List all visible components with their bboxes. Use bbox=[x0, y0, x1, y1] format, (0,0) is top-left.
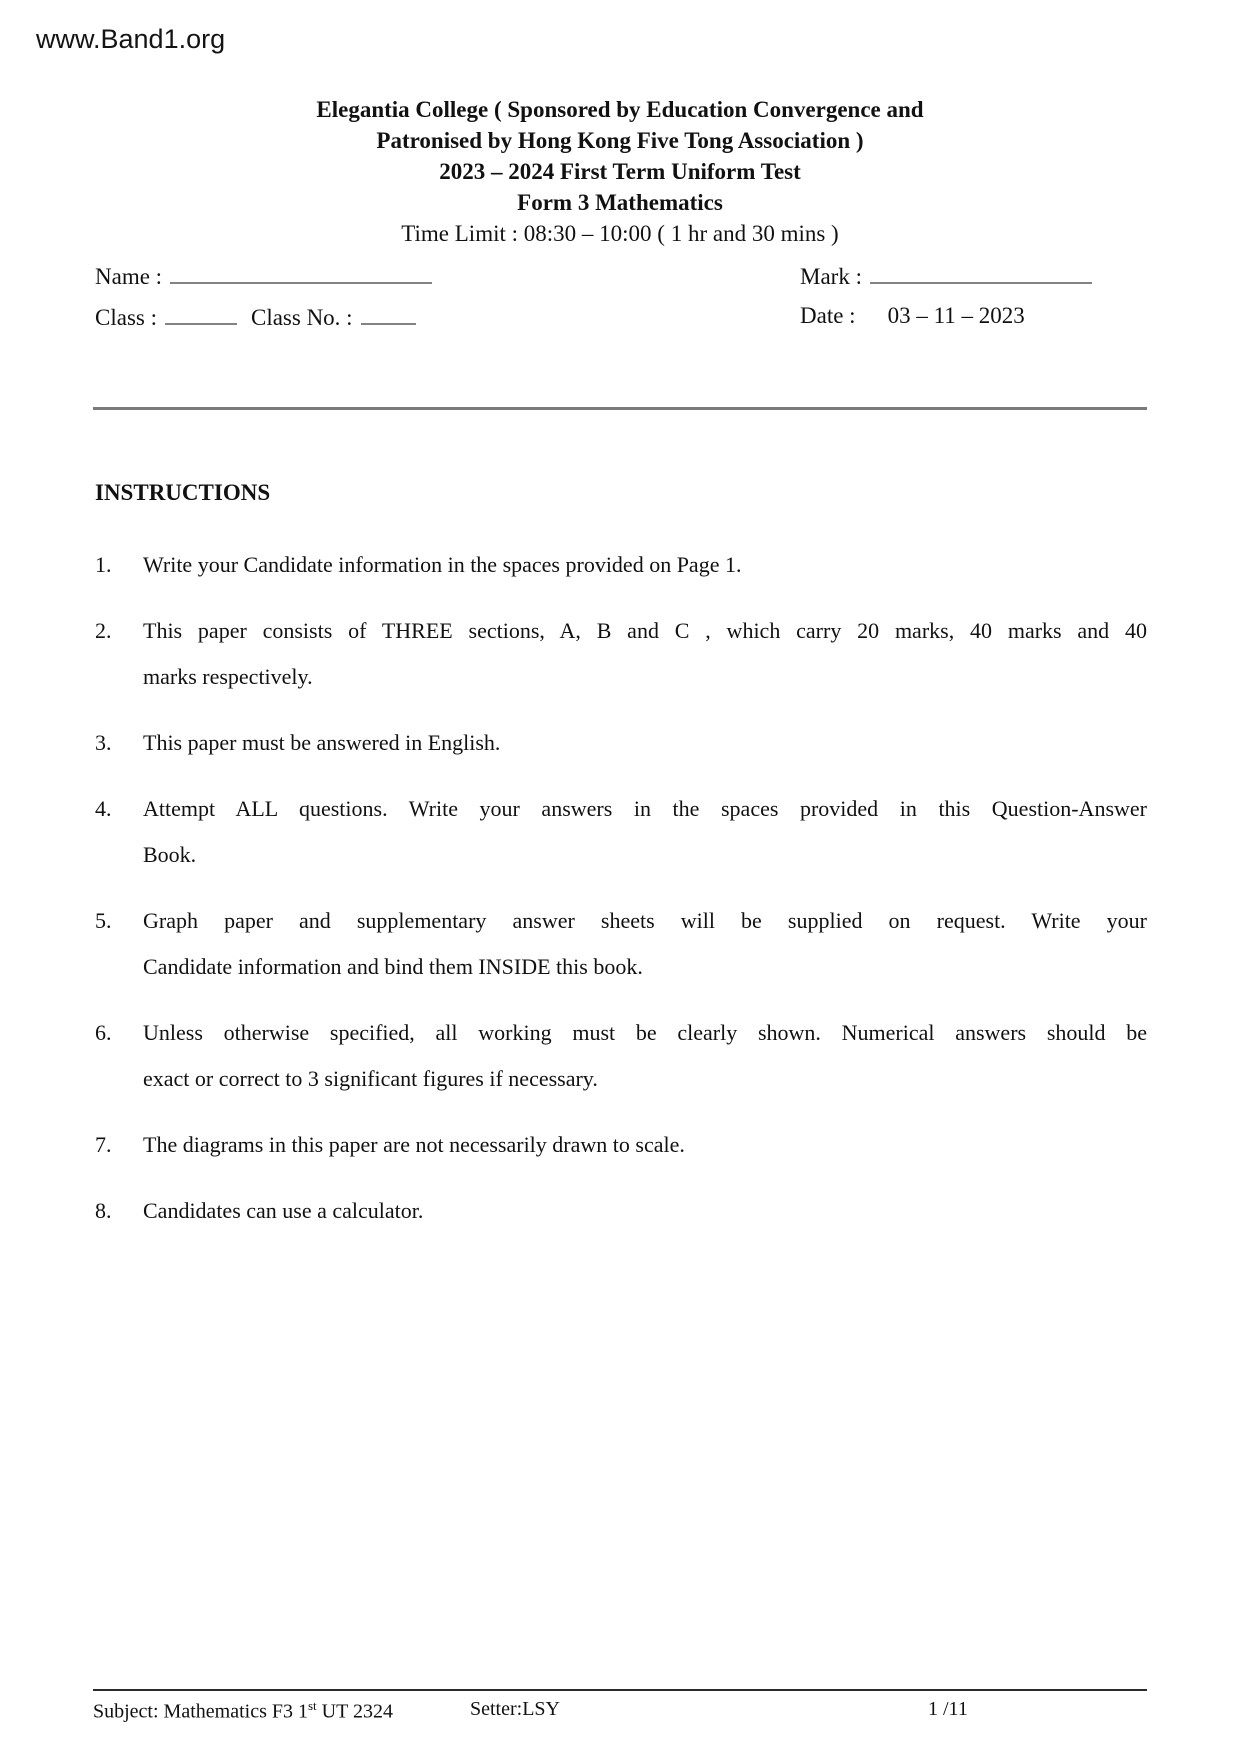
title-line-2: Patronised by Hong Kong Five Tong Association ) bbox=[376, 128, 864, 153]
instruction-line: Book. bbox=[143, 842, 197, 867]
header-separator-line bbox=[93, 407, 1147, 410]
date-value: 03 – 11 – 2023 bbox=[887, 303, 1025, 328]
instruction-number: 3. bbox=[95, 730, 112, 755]
instruction-number: 2. bbox=[95, 618, 112, 643]
instruction-item bbox=[95, 1188, 1147, 1234]
name-row bbox=[95, 262, 432, 290]
instruction-number: 1. bbox=[95, 552, 112, 577]
instruction-item bbox=[95, 542, 1147, 588]
footer-page-number: 1 /11 bbox=[928, 1698, 968, 1720]
title-line-3: 2023 – 2024 First Term Uniform Test bbox=[439, 159, 801, 184]
mark-row bbox=[800, 262, 1092, 290]
title-line-1: Elegantia College ( Sponsored by Education Convergence and bbox=[316, 97, 924, 122]
title-line-4: Form 3 Mathematics bbox=[517, 190, 723, 215]
instruction-line: Unless otherwise specified, all working must be clearly shown. Numerical answers should be bbox=[143, 1020, 1147, 1045]
instruction-item bbox=[95, 898, 1147, 990]
date-row bbox=[800, 303, 1025, 329]
instruction-line: This paper consists of THREE sections, A, B and C , which carry 20 marks, 40 marks and 40 bbox=[143, 618, 1147, 643]
instruction-line: The diagrams in this paper are not necessarily drawn to scale. bbox=[143, 1132, 685, 1157]
footer-setter: Setter:LSY bbox=[470, 1698, 560, 1720]
instruction-line: Write your Candidate information in the spaces provided on Page 1. bbox=[143, 552, 742, 577]
instructions-heading: INSTRUCTIONS bbox=[95, 480, 271, 505]
title-block bbox=[0, 94, 1240, 249]
mark-label: Mark : bbox=[800, 264, 862, 289]
instruction-line: Candidate information and bind them INSIDE this book. bbox=[143, 954, 643, 979]
instruction-item bbox=[95, 1122, 1147, 1168]
instruction-item bbox=[95, 720, 1147, 766]
instruction-number: 4. bbox=[95, 796, 112, 821]
instructions-section bbox=[95, 478, 1147, 1254]
instruction-line: marks respectively. bbox=[143, 664, 313, 689]
instruction-number: 8. bbox=[95, 1198, 112, 1223]
class-label: Class : bbox=[95, 305, 157, 330]
instruction-item bbox=[95, 608, 1147, 700]
class-no-field-blank bbox=[361, 303, 416, 325]
name-label: Name : bbox=[95, 264, 163, 289]
instruction-number: 7. bbox=[95, 1132, 112, 1157]
class-field-blank bbox=[165, 303, 237, 325]
name-field-blank bbox=[170, 262, 432, 284]
footer-subject bbox=[93, 1698, 393, 1724]
mark-field-blank bbox=[870, 262, 1092, 284]
instruction-item bbox=[95, 786, 1147, 878]
instruction-line: Candidates can use a calculator. bbox=[143, 1198, 424, 1223]
footer-subject-suffix: UT 2324 bbox=[316, 1700, 393, 1723]
instruction-line: exact or correct to 3 significant figures if necessary. bbox=[143, 1066, 598, 1091]
footer-subject-superscript: st bbox=[307, 1698, 317, 1713]
instruction-line: Graph paper and supplementary answer sheets will be supplied on request. Write your bbox=[143, 908, 1147, 933]
instruction-number: 6. bbox=[95, 1020, 112, 1045]
instruction-line: This paper must be answered in English. bbox=[143, 730, 501, 755]
instruction-item bbox=[95, 1010, 1147, 1102]
instruction-line: Attempt ALL questions. Write your answers in the spaces provided in this Question-Answer bbox=[143, 796, 1147, 821]
time-limit: Time Limit : 08:30 – 10:00 ( 1 hr and 30 mins ) bbox=[401, 221, 839, 246]
instruction-number: 5. bbox=[95, 908, 112, 933]
date-label: Date : bbox=[800, 303, 856, 328]
footer-subject-prefix: Subject: Mathematics F3 1 bbox=[93, 1700, 308, 1723]
class-no-label: Class No. : bbox=[250, 305, 353, 330]
footer-separator-line bbox=[93, 1689, 1147, 1691]
class-row bbox=[95, 303, 416, 331]
watermark: www.Band1.org bbox=[36, 24, 226, 54]
